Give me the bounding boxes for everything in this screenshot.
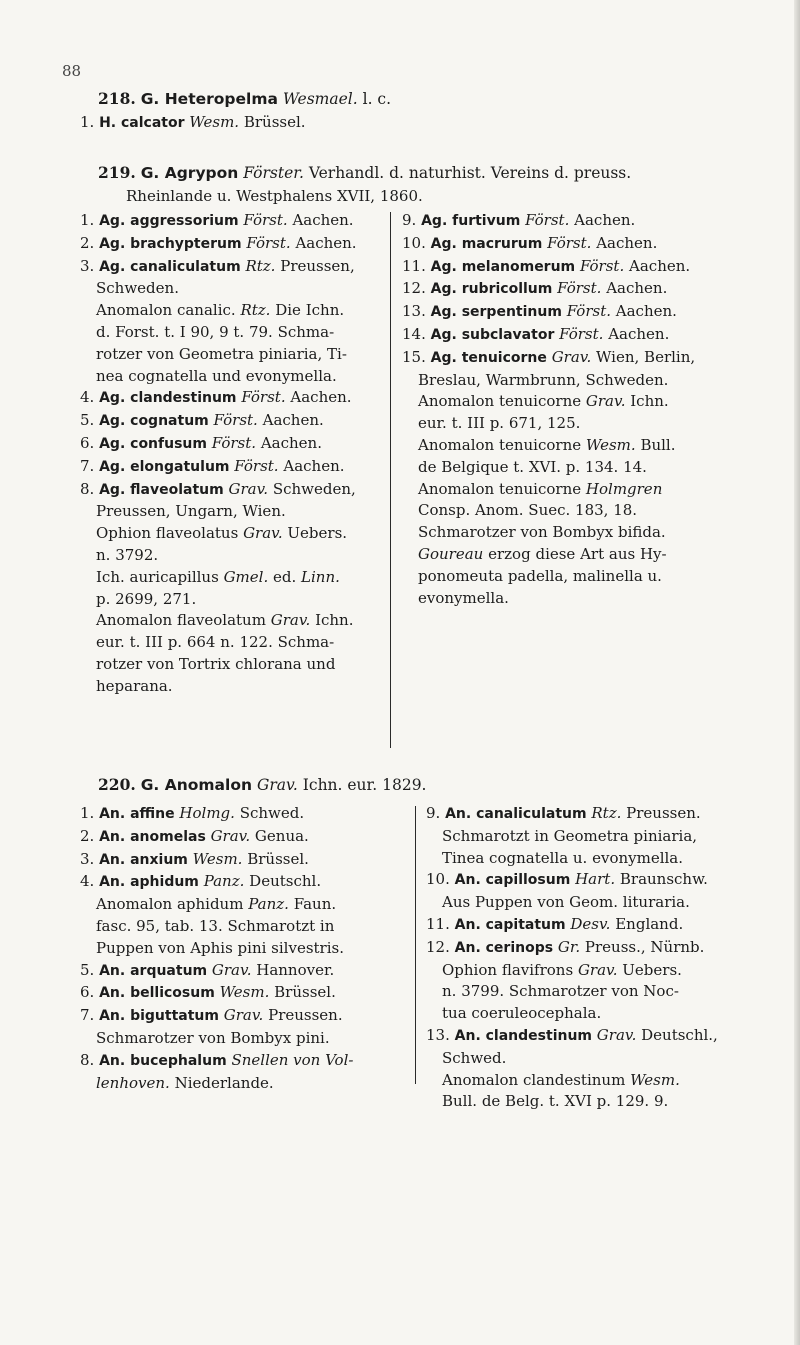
species-entry: 12. An. cerinops Gr. Preuss., Nürnb. (426, 937, 705, 956)
species-entry: 5. An. arquatum Grav. Hannover. (80, 960, 335, 979)
entry-note: Anomalon flaveolatum Grav. Ichn. (96, 611, 354, 630)
species-entry: 7. Ag. elongatulum Först. Aachen. (80, 456, 345, 475)
entry-note: Schmarotzer von Bombyx bifida. (418, 523, 666, 542)
genus-number: 220. (98, 775, 136, 794)
entry-note: rotzer von Geometra piniaria, Ti- (96, 344, 347, 363)
entry-note: n. 3792. (96, 545, 159, 564)
species-name: H. calcator (99, 115, 185, 131)
genus-number: 219. (98, 163, 136, 182)
page-edge-shadow (794, 0, 800, 1345)
genus-reference: Ichn. eur. 1829. (302, 776, 427, 794)
entry-note: eur. t. III p. 671, 125. (418, 414, 581, 433)
entry-note: Anomalon tenuicorne Wesm. Bull. (418, 435, 676, 454)
entry-note: evonymella. (418, 588, 509, 607)
entry-continuation: Schwed. (442, 1048, 507, 1067)
species-entry: 13. Ag. serpentinum Först. Aachen. (402, 302, 677, 321)
species-entry: 2. Ag. brachypterum Först. Aachen. (80, 233, 357, 252)
entry-note: Ophion flavifrons Grav. Uebers. (442, 960, 682, 979)
entry-continuation: lenhoven. Niederlande. (96, 1073, 274, 1092)
species-entry: 13. An. clandestinum Grav. Deutschl., (426, 1025, 718, 1044)
species-entry: 10. Ag. macrurum Först. Aachen. (402, 233, 658, 252)
species-entry: 10. An. capillosum Hart. Braunschw. (426, 870, 708, 889)
species-entry: 3. An. anxium Wesm. Brüssel. (80, 849, 309, 868)
entry-note: Tinea cognatella u. evonymella. (442, 848, 684, 867)
entry-note: ponomeuta padella, malinella u. (418, 566, 662, 585)
entry-note: nea cognatella und evonymella. (96, 366, 337, 385)
genus-number: 218. (98, 89, 136, 108)
species-entry: 4. Ag. clandestinum Först. Aachen. (80, 388, 352, 407)
entry-note: Puppen von Aphis pini silvestris. (96, 938, 344, 957)
species-entry: 1. Ag. aggressorium Först. Aachen. (80, 211, 354, 229)
entry-note: fasc. 95, tab. 13. Schmarotzt in (96, 916, 335, 935)
entry-note: Goureau erzog diese Art aus Hy- (418, 544, 667, 563)
entry-note: rotzer von Tortrix chlorana und (96, 654, 336, 673)
species-entry: 6. An. bellicosum Wesm. Brüssel. (80, 983, 336, 1002)
species-entry: 6. Ag. confusum Först. Aachen. (80, 433, 322, 452)
entry-note: p. 2699, 271. (96, 589, 197, 608)
species-entry: 1. An. affine Holmg. Schwed. (80, 804, 305, 822)
species-entry: 4. An. aphidum Panz. Deutschl. (80, 872, 322, 891)
entry-note: Anomalon canalic. Rtz. Die Ichn. (96, 301, 345, 320)
genus-218-heading (98, 88, 391, 110)
entry-note: d. Forst. t. I 90, 9 t. 79. Schma- (96, 322, 335, 341)
entry-note: de Belgique t. XVI. p. 134. 14. (418, 457, 647, 476)
species-entry: 8. An. bucephalum Snellen von Vol- (80, 1050, 354, 1069)
entry-note: Consp. Anom. Suec. 183, 18. (418, 501, 638, 520)
species-entry: 9. An. canaliculatum Rtz. Preussen. (426, 804, 701, 822)
species-entry: 5. Ag. cognatum Först. Aachen. (80, 411, 324, 430)
genus-219-heading (98, 162, 631, 184)
entry-note: Bull. de Belg. t. XVI p. 129. 9. (442, 1092, 669, 1111)
genus-220-right-column (426, 803, 746, 1113)
entry-continuation: Preussen, Ungarn, Wien. (96, 502, 286, 521)
species-entry: 15. Ag. tenuicorne Grav. Wien, Berlin, (402, 347, 696, 366)
species-entry: 8. Ag. flaveolatum Grav. Schweden, (80, 479, 356, 498)
species-number: 1. (80, 113, 95, 131)
genus-name: G. Anomalon (140, 776, 252, 794)
genus-219-left-column (80, 210, 380, 698)
entry-note: Ophion flaveolatus Grav. Uebers. (96, 524, 348, 543)
species-locality: Brüssel. (243, 113, 306, 131)
genus-author: Wesmael. (282, 90, 358, 108)
species-entry: 11. An. capitatum Desv. England. (426, 914, 684, 933)
genus-author: Förster. (243, 164, 304, 182)
species-entry: 12. Ag. rubricollum Först. Aachen. (402, 279, 668, 298)
entry-note: Ich. auricapillus Gmel. ed. Linn. (96, 567, 340, 586)
genus-reference: l. c. (362, 90, 392, 108)
species-entry: 7. An. biguttatum Grav. Preussen. (80, 1006, 343, 1025)
species-entry (80, 111, 306, 134)
entry-continuation: Schmarotzer von Bombyx pini. (96, 1028, 330, 1047)
entry-continuation: Breslau, Warmbrunn, Schweden. (418, 370, 669, 389)
entry-note: eur. t. III p. 664 n. 122. Schma- (96, 633, 335, 652)
entry-note: Anomalon tenuicorne Holmgren (418, 479, 663, 498)
species-entry: 11. Ag. melanomerum Först. Aachen. (402, 256, 691, 275)
genus-219-reference-continued: Rheinlande u. Westphalens XVII, 1860. (126, 187, 423, 205)
genus-219-right-column (402, 210, 732, 609)
species-entry: 9. Ag. furtivum Först. Aachen. (402, 211, 636, 229)
entry-note: Anomalon aphidum Panz. Faun. (96, 895, 337, 914)
entry-note: Anomalon clandestinum Wesm. (442, 1070, 680, 1089)
genus-author: Grav. (256, 776, 298, 794)
column-divider (390, 212, 391, 748)
entry-note: tua coeruleocephala. (442, 1004, 602, 1023)
species-entry: 3. Ag. canaliculatum Rtz. Preussen, (80, 256, 355, 275)
genus-name: G. Agrypon (140, 164, 239, 182)
genus-reference: Verhandl. d. naturhist. Vereins d. preuss. (308, 164, 632, 182)
entry-note: Aus Puppen von Geom. lituraria. (442, 893, 690, 912)
genus-220-left-column (80, 803, 400, 1094)
entry-note: Schmarotzt in Geometra piniaria, (442, 826, 698, 845)
page-number: 88 (62, 62, 82, 80)
species-entry: 14. Ag. subclavator Först. Aachen. (402, 324, 670, 343)
genus-name: G. Heteropelma (140, 90, 278, 108)
entry-note: n. 3799. Schmarotzer von Noc- (442, 982, 679, 1001)
entry-note: Anomalon tenuicorne Grav. Ichn. (418, 392, 669, 411)
species-entry: 2. An. anomelas Grav. Genua. (80, 826, 309, 845)
species-author: Wesm. (189, 113, 240, 131)
column-divider (415, 806, 416, 1084)
entry-note: heparana. (96, 676, 173, 695)
genus-220-heading (98, 774, 426, 796)
entry-continuation: Schweden. (96, 279, 179, 298)
